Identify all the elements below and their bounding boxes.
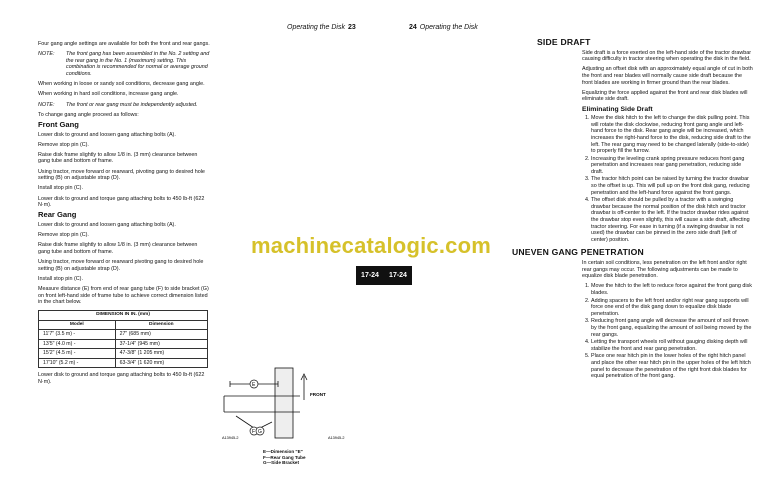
rear-gang-step: Using tractor, move forward or rearward pivoting gang to desired hole setting (B) on adjustable strap (D). xyxy=(38,259,204,272)
gang-figure xyxy=(220,366,360,446)
rear-gang-step: Install stop pin (C). xyxy=(38,275,83,282)
side-draft-paragraph: Adjusting an offset disk with an approximately equal angle of cut in both the front and rear blades will normally cause side draft because the front blades are working in firmer ground than the rear blades. xyxy=(582,66,753,86)
rear-gang-heading: Rear Gang xyxy=(38,210,77,220)
table-header-model: Model xyxy=(39,320,116,330)
table-row: 15'2" (4.5 m) - 47-3/8" (1 205 mm) xyxy=(39,349,208,359)
right-running-header xyxy=(406,24,478,31)
figure-code-2: A13945-2 xyxy=(328,436,345,440)
left-page-number: 23 xyxy=(347,24,356,31)
final-torque-paragraph: Lower disk to ground and torque gang attaching bolts to 450 lb-ft (622 N·m). xyxy=(38,372,205,386)
right-header-title: Operating the Disk xyxy=(419,24,478,31)
front-gang-heading: Front Gang xyxy=(38,119,79,129)
list-item: 3. The tractor hitch point can be raised by turning the tractor drawbar so the offset is up. This will pull up on the front disk gang, reducing penetration and the left-hand force against the front gangs. xyxy=(591,176,754,196)
eliminating-side-draft-heading: Eliminating Side Draft xyxy=(582,105,653,113)
front-gang-step: Lower disk to ground and loosen gang attaching bolts (A). xyxy=(38,131,176,138)
watermark: machinecatalogic.com xyxy=(251,233,491,258)
intro-paragraph: Four gang angle settings are available for both the front and rear gangs. xyxy=(38,41,210,47)
dimension-table xyxy=(38,310,208,369)
list-item: 3. Reducing front gang angle will decrease the amount of soil thrown by the front gang, equalizing the amount of soil being moved by the rear gangs. xyxy=(591,318,754,338)
left-section-tab: 17-24 xyxy=(356,266,384,285)
caption-g: G—Side Bracket xyxy=(263,460,299,466)
rear-gang-step: Measure distance (E) from end of rear gang tube (F) to side bracket (G) on front left-hand side of frame tube to achieve correct dimension listed in the chart below. xyxy=(38,286,209,306)
front-gang-step: Install stop pin (C). xyxy=(38,185,83,192)
loose-soil-paragraph: When working in loose or sandy soil conditions, decrease gang angle. xyxy=(38,81,205,88)
table-row: 11'7" (3.5 m) - 27" (685 mm) xyxy=(39,330,208,340)
list-item: 2. Increasing the leveling crank spring pressure reduces front gang penetration and increases rear gang penetration, reducing side draft. xyxy=(591,156,754,176)
list-item: 5. Place one rear hitch pin in the lower holes of the right hitch panel and place the other rear hitch pin in the upper holes of the left hitch panel to decrease the penetration of the right front disk blades for equal penetration of the front gang. xyxy=(591,353,754,379)
left-header-title: Operating the Disk xyxy=(287,24,345,31)
callout-g-label: G xyxy=(258,429,262,435)
table-row: 13'5" (4.0 m) - 37-1/4" (945 mm) xyxy=(39,339,208,349)
side-draft-steps xyxy=(582,115,754,243)
uneven-penetration-heading: UNEVEN GANG PENETRATION xyxy=(512,247,644,258)
front-arrow-label: FRONT xyxy=(310,392,326,397)
list-item: 4. The offset disk should be pulled by a tractor with a swinging drawbar because the normal position of the disk hitch and tractor drawbar is off-center to the left. If the tractor drawbar rides against the drawbar stop even slightly, this will cause a side draft, affecting tractor steering. For ease in turning (if a swinging drawbar is not used) the drawbar can be pinned in the zero side draft (left of center) position. xyxy=(591,197,754,243)
callout-f-label: F xyxy=(252,429,256,435)
front-gang-step: Raise disk frame slightly to allow 1/8 in. (3 mm) clearance between gang tube and bottom of frame. xyxy=(38,151,198,165)
caption-f: F—Rear Gang Tube xyxy=(263,454,306,460)
list-item: 4. Letting the transport wheels roll without gauging disking depth will stabilize the front and rear gang penetration. xyxy=(591,339,754,352)
table-title: DIMENSION IN IN. (mm) xyxy=(39,310,208,320)
proceed-paragraph: To change gang angle proceed as follows: xyxy=(38,111,139,118)
left-text-column xyxy=(38,41,210,389)
caption-e: E—Dimension "E" xyxy=(263,449,303,454)
left-running-header xyxy=(287,24,359,31)
front-gang-step: Lower disk to ground and torque gang attaching bolts to 450 lb-ft (622 N·m). xyxy=(38,195,205,209)
side-draft-paragraph: Side draft is a force exerted on the left-hand side of the tractor drawbar causing difficulty in tractor steering when operating the disk in the field. xyxy=(582,49,751,63)
table-header-dimension: Dimension xyxy=(115,320,207,330)
side-draft-heading: SIDE DRAFT xyxy=(537,37,591,47)
right-section-tab: 17-24 xyxy=(384,266,412,285)
figure-caption xyxy=(263,449,306,466)
list-item: 1. Move the hitch to the left to reduce force against the front gang disk blades. xyxy=(591,283,754,296)
right-page-number: 24 xyxy=(409,24,417,31)
list-item: 2. Adding spacers to the left front and/or right rear gang supports will force one end of the disk gang down to equalize disk blade penetration. xyxy=(591,298,754,318)
rear-gang-step: Raise disk frame slightly to allow 1/8 in. (3 mm) clearance between gang tube and bottom of frame. xyxy=(38,242,198,255)
figure-code-1: A13945-2 xyxy=(222,436,239,440)
side-draft-paragraph: Equalizing the force applied against the front and rear disk blades will eliminate side draft. xyxy=(582,89,748,103)
uneven-steps xyxy=(582,283,754,379)
list-item: 1. Move the disk hitch to the left to change the disk pulling point. This will rotate the disk clockwise, reducing front gang angle and left-hand force to the disk. Rear gang angle will be increased, which increases the right-hand force to the disk, reducing side draft to the left. The rear gang may need to be changed laterally (side-to-side) to properly fill the furrow. xyxy=(591,115,754,155)
note-2: NOTE: The front or rear gang must be independently adjusted. xyxy=(38,101,198,108)
rear-gang-step: Lower disk to ground and loosen gang attaching bolts (A). xyxy=(38,222,176,228)
callout-e-label: E xyxy=(252,382,256,388)
front-gang-step: Using tractor, move forward or rearward, pivoting gang to desired hole setting (B) on adjustable strap (D). xyxy=(38,168,205,182)
uneven-paragraph: In certain soil conditions, less penetration on the left front and/or right rear gangs may occur. The following adjustments can be made to equalize disk blade penetration. xyxy=(582,260,747,280)
note-1: NOTE: The front gang has been assembled in the No. 2 setting and the rear gang in the No. 1 (maximum) setting. This combination is recommended for normal or average ground conditions. xyxy=(38,51,210,77)
right-text-column xyxy=(512,37,754,383)
front-gang-step: Remove stop pin (C). xyxy=(38,141,89,148)
table-row: 17'10" (5.2 m) - 63-3/4" (1 620 mm) xyxy=(39,358,208,368)
hard-soil-paragraph: When working in hard soil conditions, increase gang angle. xyxy=(38,91,179,98)
rear-gang-step: Remove stop pin (C). xyxy=(38,232,89,239)
